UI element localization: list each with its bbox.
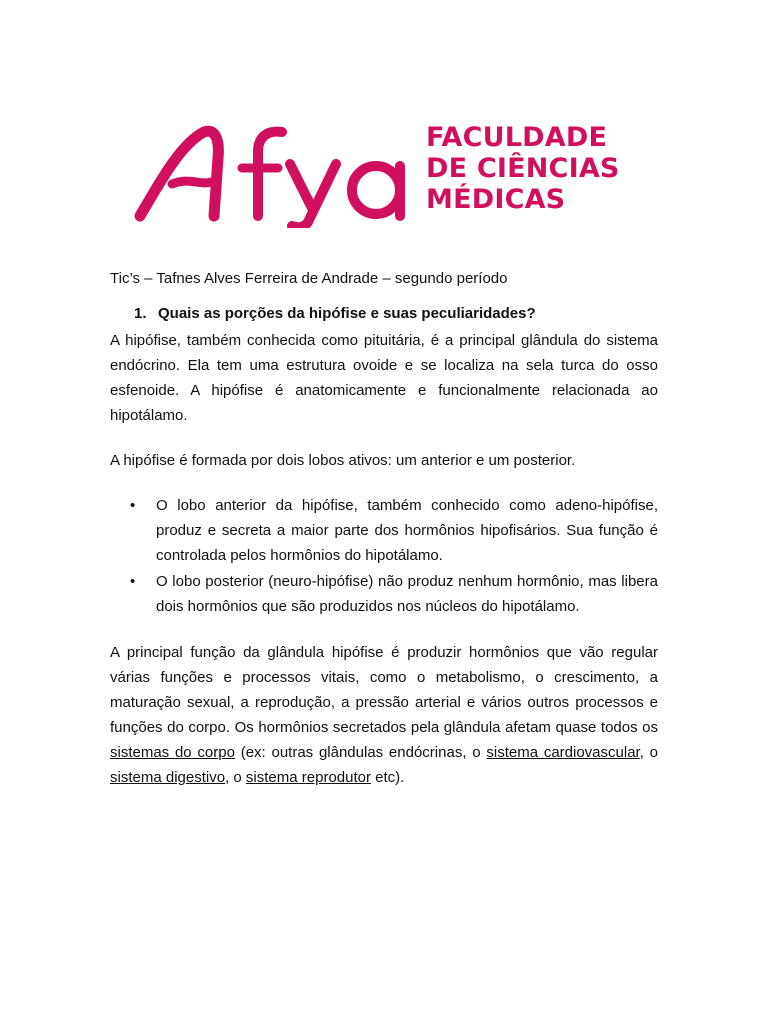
list-item — [110, 569, 658, 619]
link-body-systems[interactable]: sistemas do corpo — [110, 744, 235, 761]
faculty-name-line-3: MÉDICAS — [426, 184, 566, 215]
question-heading — [110, 301, 658, 326]
paragraph-text: etc). — [370, 769, 405, 786]
list-item-text: O lobo posterior (neuro-hipófise) não produz nenhum hormônio, mas libera dois hormônios que são produzidos nos núcleos do hipotálamo. — [156, 573, 658, 615]
lobes-list — [110, 493, 658, 619]
bullet-icon: • — [130, 497, 136, 514]
link-digestive-system[interactable]: sistema digestivo — [110, 769, 226, 786]
question-text: Quais as porções da hipófise e suas peculiaridades? — [158, 305, 536, 322]
author-header: Tic’s – Tafnes Alves Ferreira de Andrade – segundo período — [110, 270, 508, 287]
paragraph-intro: A hipófise, também conhecida como pituitária, é a principal glândula do sistema endócrino. Ela tem uma estrutura ovoide e se localiza na sela turca do osso esfenoide. A hipófise é anatomicamente e funcionalmente relacionada ao hipotálamo. — [110, 332, 658, 424]
link-cardiovascular-system[interactable]: sistema cardiovascular — [486, 744, 640, 761]
paragraph-function — [110, 640, 658, 790]
list-item — [110, 493, 658, 568]
paragraph-text: , o — [225, 769, 246, 786]
question-number: 1. — [134, 305, 147, 322]
list-item-text: O lobo anterior da hipófise, também conhecido como adeno-hipófise, produz e secreta a maior parte dos hormônios hipofisários. Sua função é controlada pelos hormônios do hipotálamo. — [156, 497, 658, 564]
afya-wordmark-logo — [132, 118, 422, 228]
faculty-name — [426, 122, 656, 215]
link-reproductive-system[interactable]: sistema reprodutor — [245, 769, 371, 786]
paragraph-text: (ex: outras glândulas endócrinas, o — [234, 744, 487, 761]
paragraph-text: A principal função da glândula hipófise é produzir hormônios que vão regular várias funções e processos vitais, como o metabolismo, o crescimento, a maturação sexual, a reprodução, a pressão arterial e vários outros processos e funções do corpo. Os hormônios secretados pela glândula afetam quase todos os — [110, 644, 658, 736]
paragraph-lobes: A hipófise é formada por dois lobos ativos: um anterior e um posterior. — [110, 452, 576, 469]
afya-logo — [132, 118, 652, 228]
document-body — [110, 266, 658, 790]
paragraph-text: , o — [639, 744, 658, 761]
faculty-name-line-1: FACULDADE — [426, 122, 608, 153]
faculty-name-line-2: DE CIÊNCIAS — [426, 153, 620, 184]
bullet-icon: • — [130, 573, 136, 590]
